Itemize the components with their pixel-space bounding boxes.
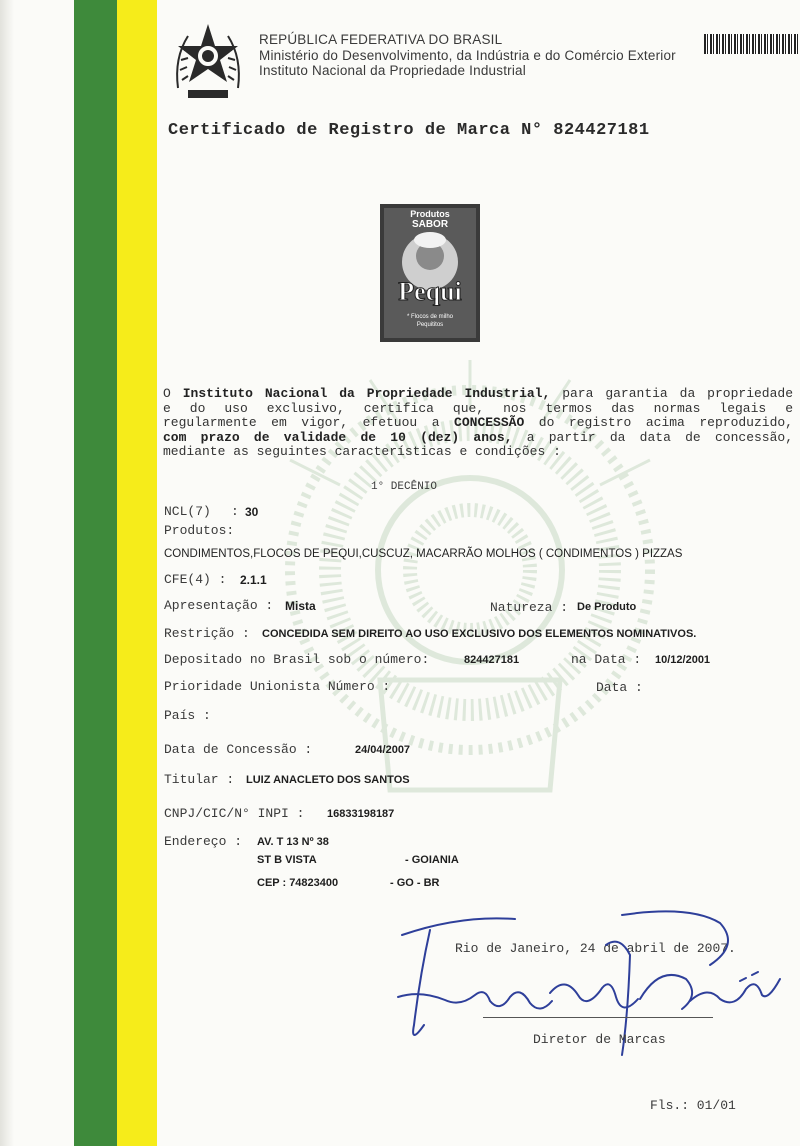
certification-statement — [163, 387, 793, 460]
endereco-line-3a: CEP : 74823400 — [257, 877, 339, 889]
endereco-line-1: AV. T 13 Nº 38 — [257, 836, 329, 848]
trademark-logo-image — [380, 204, 480, 342]
prioridade-data-label: Data : — [596, 680, 643, 695]
page-number: Fls.: 01/01 — [650, 1098, 736, 1113]
titular-label: Titular : — [164, 772, 235, 787]
intro-line-4: com prazo de validade de 10 (dez) anos, a partir da data de concessão, — [163, 429, 794, 445]
pais-label: País : — [164, 708, 211, 723]
intro-line-5: mediante as seguintes características e condições : — [163, 444, 561, 460]
restricao-value: CONCEDIDA SEM DIREITO AO USO EXCLUSIVO DOS ELEMENTOS NOMINATIVOS. — [262, 628, 697, 640]
intro-line-2: e do uso exclusivo, certifica que, nos termos das normas legais e — [163, 400, 793, 416]
endereco-line-2a: ST B VISTA — [257, 854, 317, 866]
cfe-label: CFE(4) : — [164, 572, 227, 587]
restricao-label: Restrição : — [164, 626, 250, 641]
institute-heading: Instituto Nacional da Propriedade Industrial — [259, 63, 526, 78]
signature-line — [483, 1017, 713, 1018]
prioridade-label: Prioridade Unionista Número : — [164, 679, 391, 694]
cnpj-label: CNPJ/CIC/N° INPI : — [164, 806, 305, 821]
signatory-title: Diretor de Marcas — [533, 1032, 666, 1047]
intro-line-3: regularmente em vigor, efetuou a CONCESSÃO do registro acima reproduzido, — [163, 415, 793, 431]
logo-brand-name: Pequi — [398, 277, 462, 306]
logo-caption-1: * Flocos de milho — [406, 314, 454, 320]
na-data-label: na Data : — [571, 652, 642, 667]
logo-caption-2: Pequititos — [416, 322, 444, 328]
concessao-label: Data de Concessão : — [164, 742, 313, 757]
green-border-stripe — [74, 0, 117, 1146]
depositado-value: 824427181 — [464, 654, 520, 666]
decenio-heading: 1° DECÊNIO — [371, 481, 438, 493]
ministry-heading: Ministério do Desenvolvimento, da Indústria e do Comércio Exterior — [259, 47, 676, 63]
titular-value: LUIZ ANACLETO DOS SANTOS — [246, 774, 410, 786]
ncl-separator: : — [231, 504, 239, 519]
produtos-value: CONDIMENTOS,FLOCOS DE PEQUI,CUSCUZ, MACARRÃO MOLHOS ( CONDIMENTOS ) PIZZAS — [164, 548, 683, 560]
republic-heading: REPÚBLICA FEDERATIVA DO BRASIL — [259, 32, 503, 47]
place-date: Rio de Janeiro, 24 de abril de 2007. — [455, 941, 736, 956]
brazil-coat-of-arms-icon — [170, 18, 246, 104]
logo-brand-top-2: SABOR — [411, 219, 449, 230]
ncl-value: 30 — [245, 505, 259, 519]
cfe-value: 2.1.1 — [240, 573, 267, 587]
natureza-value: De Produto — [577, 601, 637, 613]
intro-line-1: O Instituto Nacional da Propriedade Industrial, para garantia da propriedade — [163, 386, 793, 401]
barcode — [704, 34, 798, 54]
natureza-label: Natureza : — [490, 600, 569, 615]
concessao-value: 24/04/2007 — [355, 744, 411, 756]
endereco-line-3b: - GO - BR — [390, 877, 440, 889]
cnpj-value: 16833198187 — [327, 808, 395, 820]
certificate-title: Certificado de Registro de Marca N° 824427181 — [168, 121, 650, 140]
produtos-label: Produtos: — [164, 523, 235, 538]
apresentacao-value: Mista — [285, 599, 316, 613]
endereco-label: Endereço : — [164, 834, 243, 849]
logo-brand-top-1: Produtos — [410, 209, 450, 219]
endereco-line-2b: - GOIANIA — [405, 854, 459, 866]
director-signature — [390, 905, 790, 1075]
issuer-header — [259, 32, 676, 79]
na-data-value: 10/12/2001 — [655, 654, 711, 666]
yellow-border-stripe — [117, 0, 157, 1146]
paper-edge-shadow — [0, 0, 14, 1146]
apresentacao-label: Apresentação : — [164, 598, 274, 613]
ncl-label: NCL(7) — [164, 504, 211, 519]
depositado-label: Depositado no Brasil sob o número: — [164, 652, 430, 667]
